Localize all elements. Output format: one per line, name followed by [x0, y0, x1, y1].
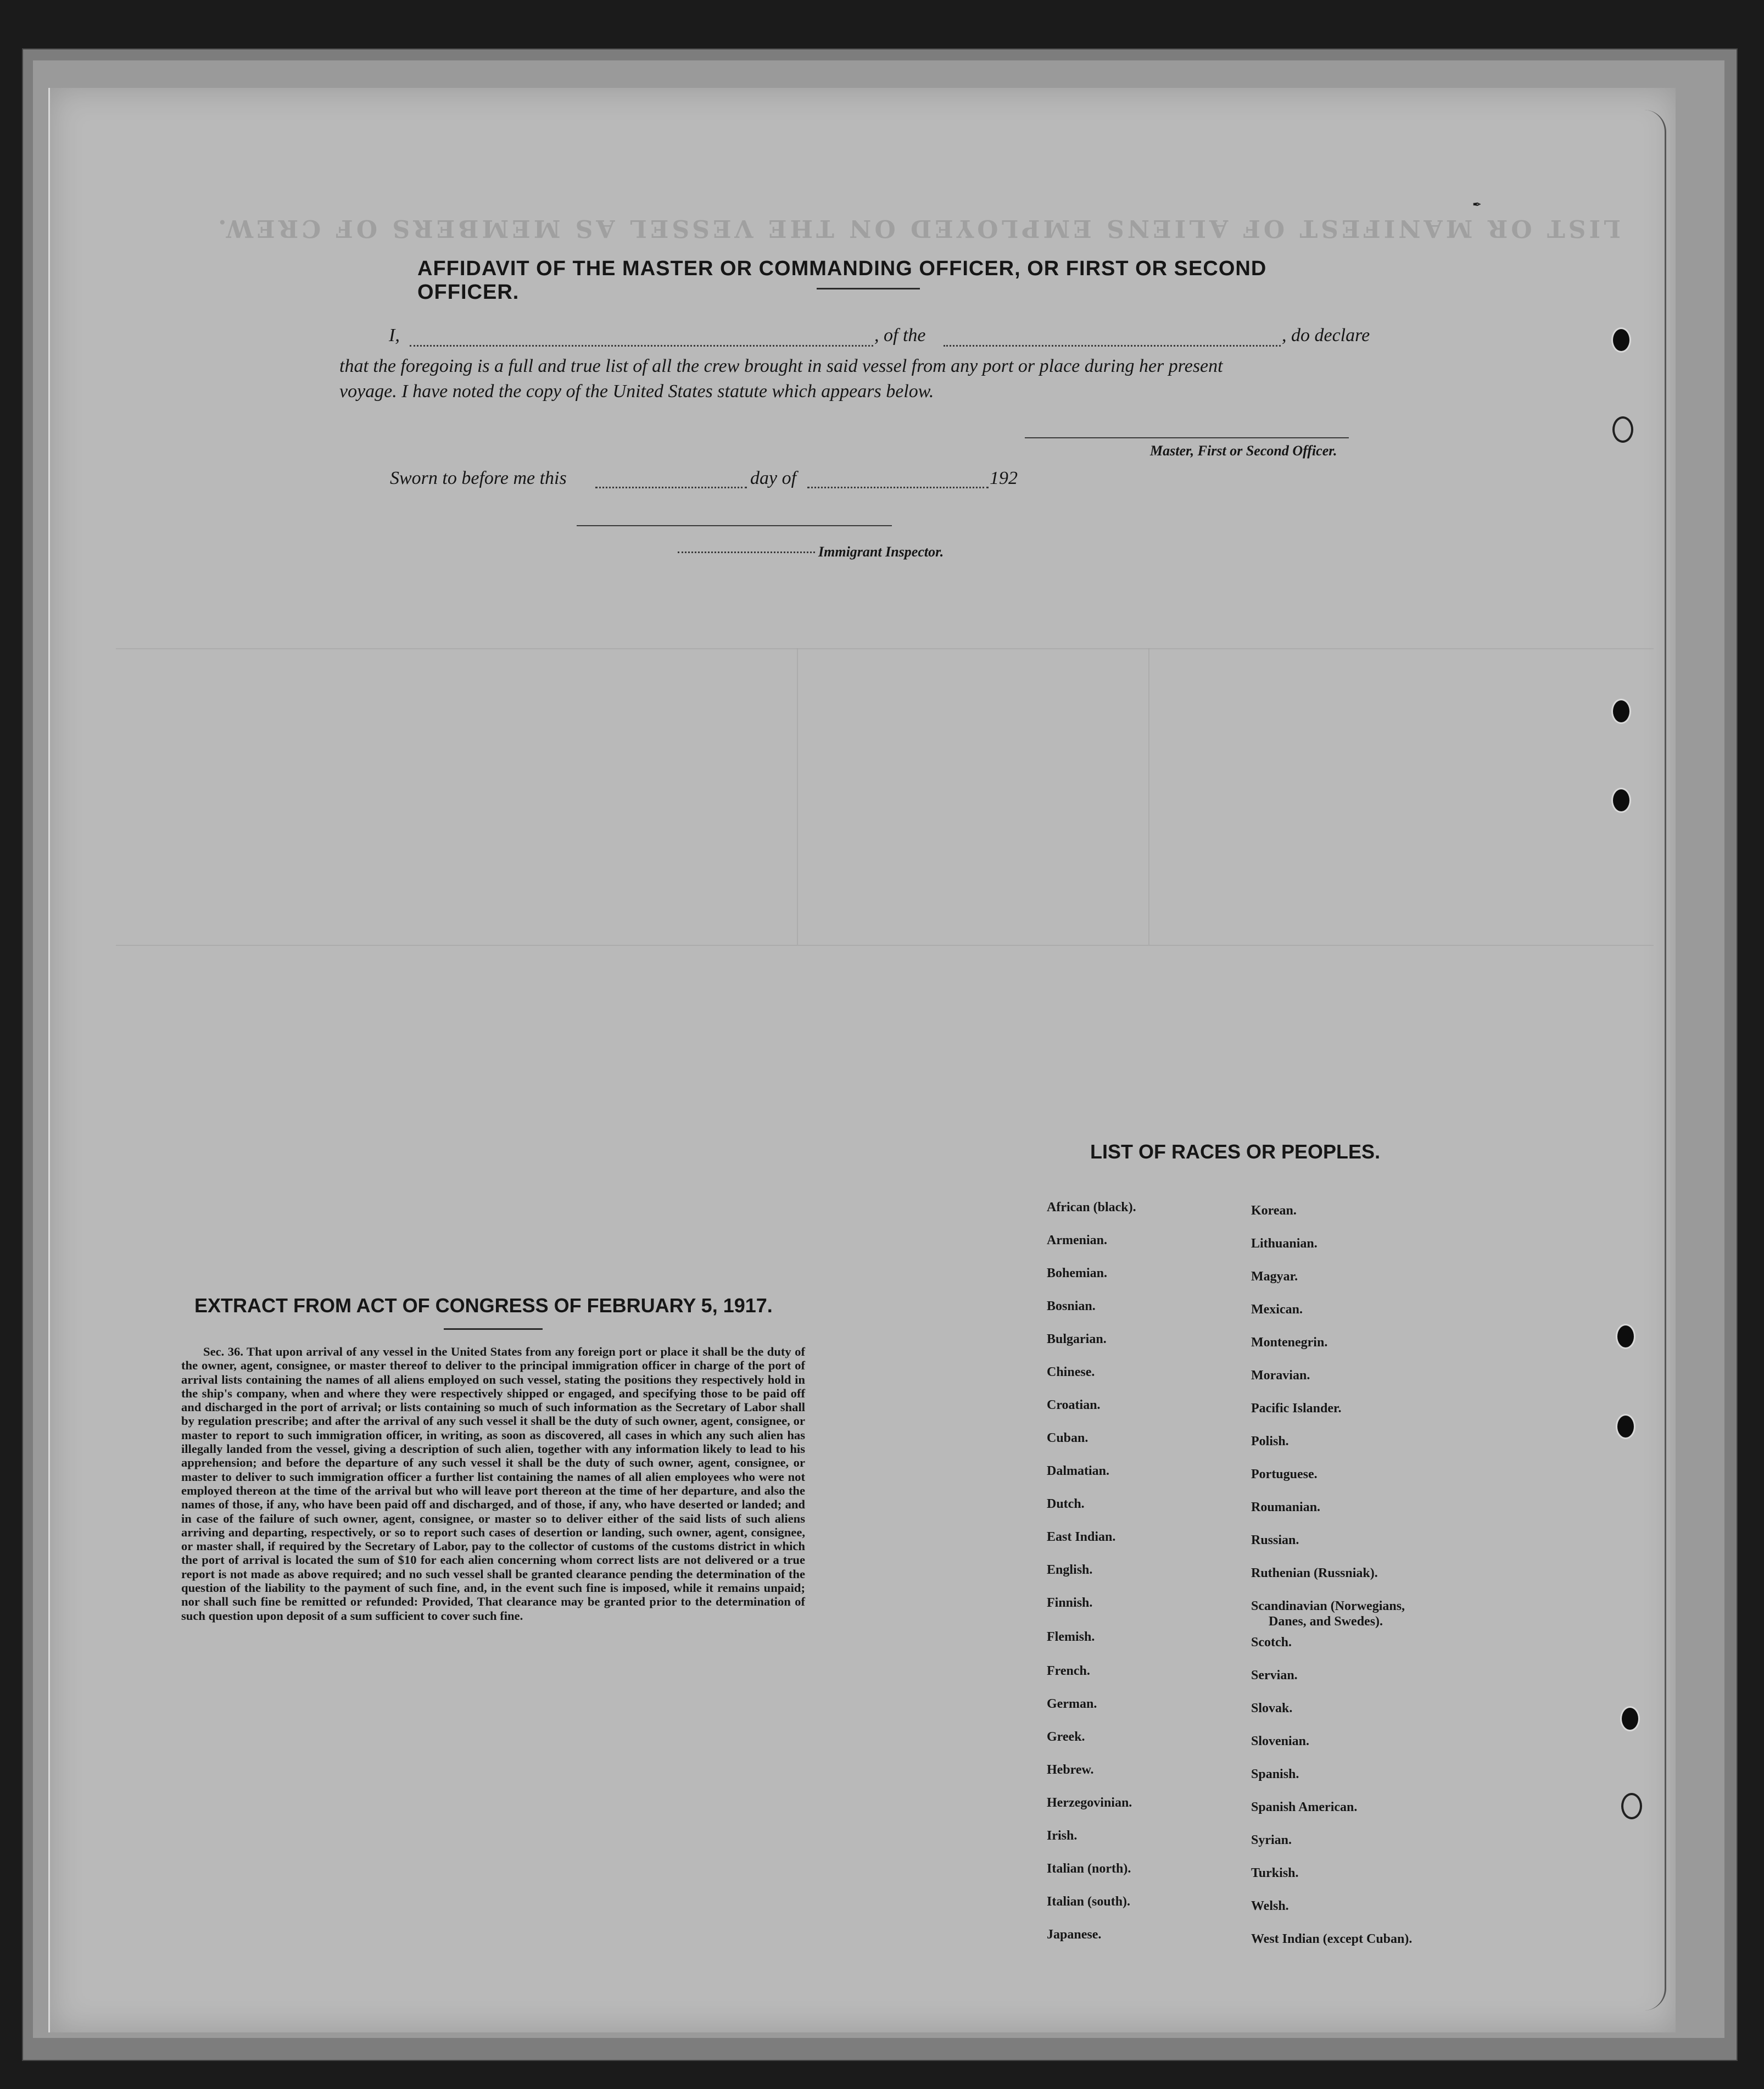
extract-title: EXTRACT FROM ACT OF CONGRESS OF FEBRUARY 5, 1917.	[194, 1294, 773, 1317]
race-right-item: Slovenian.	[1251, 1734, 1310, 1748]
race-left-item: Chinese.	[1047, 1365, 1095, 1379]
race-right-item: Spanish American.	[1251, 1800, 1358, 1814]
extract-body: Sec. 36. That upon arrival of any vessel in the United States from any foreign port or place it shall be the duty of the owner, agent, consignee, or master thereof to deliver to the principal immigration officer in charge of the port of arrival lists containing the names of all aliens employed on such vessel, stating the positions they respectively hold in the ship's company, when and where they were respectively shipped or engaged, and specifying those to be paid off and discharged in the port of arrival; or lists containing so much of such information as the Secretary of Labor shall by regulation prescribe; and after the arrival of any such vessel it shall be the duty of such owner, agent, consignee, or master to report to such immigration officer, in writing, as soon as discovered, all cases in which any such alien has illegally landed from the vessel, giving a description of such alien, together with any information likely to lead to his apprehension; and before the departure of any such vessel it shall be the duty of such owner, agent, consignee, or master to deliver to such immigration officer a further list containing the names of all alien employees who were not employed thereon at the time of the arrival but who will leave port thereon at the time of her departure, and also the names of those, if any, who have been paid off and discharged, and of those, if any, who have deserted or landed; and in case of the failure of such owner, agent, consignee, or master so to deliver either of the said lists of such aliens arriving and departing, respectively, or so to report such cases of desertion or landing, such owner, agent, consignee, or master shall, if required by the Secretary of Labor, pay to the collector of customs of the customs district in which the port of arrival is located the sum of $10 for each alien concerning whom correct lists are not delivered or a true report is not made as above required; and no such vessel shall be granted clearance pending the determination of the question of the liability to the payment of such fine, and, in the event such fine is imposed, while it remains unpaid; nor shall such fine be remitted or refunded: Provided, That clearance may be granted prior to the determination of such question upon deposit of a sum sufficient to cover such fine.	[181, 1345, 805, 1623]
sworn-label: Sworn to before me this	[390, 468, 567, 488]
race-left-item: Japanese.	[1047, 1928, 1102, 1942]
race-right-item: Polish.	[1251, 1434, 1289, 1449]
race-right-item: Ruthenian (Russniak).	[1251, 1566, 1378, 1580]
race-right-item: Scandinavian (Norwegians,	[1251, 1599, 1405, 1613]
race-left-item: Italian (south).	[1047, 1895, 1131, 1909]
affidavit-line2: that the foregoing is a full and true list of all the crew brought in said vessel from any port or place during her present	[339, 356, 1223, 376]
race-left-item: French.	[1047, 1664, 1090, 1678]
binder-hole	[1611, 327, 1631, 353]
race-left-item: Greek.	[1047, 1730, 1085, 1744]
page-edge	[1643, 110, 1666, 2010]
race-left-item: Hebrew.	[1047, 1763, 1094, 1777]
affidavit-i: I,	[389, 325, 400, 346]
race-left-item: African (black).	[1047, 1200, 1136, 1215]
name-line	[410, 345, 873, 347]
race-left-item: Herzegovinian.	[1047, 1796, 1132, 1810]
race-right-item: Mexican.	[1251, 1302, 1303, 1317]
race-right-item: Slovak.	[1251, 1701, 1293, 1715]
affidavit-do-declare: , do declare	[1282, 325, 1370, 346]
binder-hole	[1611, 699, 1631, 724]
signature-line	[1025, 437, 1349, 438]
day-of-label: day of	[750, 468, 797, 488]
bleed-rule	[797, 648, 798, 945]
affidavit-line3: voyage. I have noted the copy of the United States statute which appears below.	[339, 381, 934, 402]
race-left-item: German.	[1047, 1697, 1097, 1711]
race-left-item: Bosnian.	[1047, 1299, 1096, 1313]
race-right-item: Russian.	[1251, 1533, 1299, 1547]
race-right-item: Lithuanian.	[1251, 1236, 1318, 1251]
title-underline	[817, 288, 920, 289]
race-left-item: Dalmatian.	[1047, 1464, 1109, 1478]
binder-hole	[1611, 788, 1631, 813]
race-right-item: Syrian.	[1251, 1833, 1292, 1847]
race-left-item: Croatian.	[1047, 1398, 1101, 1412]
bleed-rule	[116, 648, 1654, 649]
race-left-item: Flemish.	[1047, 1630, 1095, 1644]
rank-line	[944, 345, 1281, 347]
binder-hole	[1612, 416, 1633, 443]
race-right-item: Portuguese.	[1251, 1467, 1318, 1481]
year-label: 192	[990, 468, 1018, 488]
sworn-month-line	[807, 487, 989, 488]
race-right-item: Moravian.	[1251, 1368, 1310, 1383]
inspector-caption: Immigrant Inspector.	[818, 544, 944, 560]
affidavit-title: AFFIDAVIT OF THE MASTER OR COMMANDING OFFICER, OR FIRST OR SECOND OFFICER.	[417, 257, 1267, 304]
race-left-item: Italian (north).	[1047, 1862, 1131, 1876]
race-left-item: Bulgarian.	[1047, 1332, 1107, 1346]
race-left-item: Armenian.	[1047, 1233, 1107, 1247]
sworn-day-line	[595, 487, 747, 488]
race-right-item: Roumanian.	[1251, 1500, 1321, 1514]
race-right-item: Servian.	[1251, 1668, 1298, 1683]
bleed-rule	[1148, 648, 1149, 945]
race-right-item: Magyar.	[1251, 1269, 1298, 1284]
ink-mark: ✒	[1472, 199, 1482, 211]
race-left-item: Finnish.	[1047, 1596, 1093, 1610]
race-right-item: Danes, and Swedes).	[1269, 1614, 1383, 1629]
inspector-line	[678, 552, 815, 553]
race-left-item: Cuban.	[1047, 1431, 1088, 1445]
race-right-item: Scotch.	[1251, 1635, 1292, 1650]
race-right-item: Korean.	[1251, 1204, 1297, 1218]
race-right-item: Spanish.	[1251, 1767, 1299, 1781]
race-right-item: Welsh.	[1251, 1899, 1289, 1913]
affidavit-of-the: , of the	[874, 325, 926, 346]
race-left-item: Bohemian.	[1047, 1266, 1108, 1280]
signature-caption: Master, First or Second Officer.	[1150, 443, 1337, 459]
race-right-item: West Indian (except Cuban).	[1251, 1932, 1413, 1946]
race-left-item: Irish.	[1047, 1829, 1078, 1843]
race-right-item: Montenegrin.	[1251, 1335, 1328, 1350]
race-right-item: Turkish.	[1251, 1866, 1299, 1880]
race-left-item: English.	[1047, 1563, 1093, 1577]
binder-hole	[1616, 1414, 1635, 1439]
manifest-page	[48, 88, 1676, 2032]
inspector-rule	[577, 525, 892, 526]
race-right-item: Pacific Islander.	[1251, 1401, 1342, 1416]
races-title: LIST OF RACES OR PEOPLES.	[1090, 1140, 1381, 1163]
extract-underline	[444, 1328, 543, 1330]
bleed-rule	[116, 945, 1654, 946]
race-left-item: East Indian.	[1047, 1530, 1116, 1544]
binder-hole	[1616, 1324, 1635, 1349]
bleed-through-title: LIST OR MANIFEST OF ALIENS EMPLOYED ON THE VESSEL AS MEMBERS OF CREW.	[215, 214, 1621, 242]
race-left-item: Dutch.	[1047, 1497, 1085, 1511]
binder-hole	[1620, 1706, 1640, 1731]
binder-hole	[1621, 1793, 1642, 1819]
